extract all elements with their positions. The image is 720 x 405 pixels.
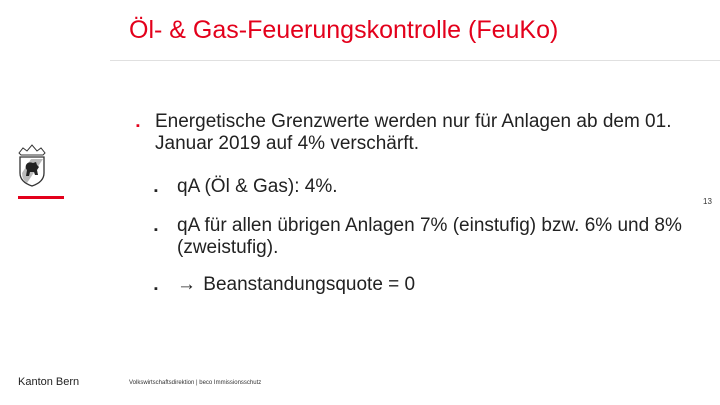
bullet-text: Beanstandungsquote = 0 [203, 274, 416, 295]
bullet-text: qA (Öl & Gas): 4%. [177, 176, 338, 197]
bullet-text: Energetische Grenzwerte werden nur für Anlagen ab dem 01. Januar 2019 auf 4% verschärft. [155, 111, 672, 154]
bullet-item [137, 111, 707, 155]
arrow-right-icon: → [177, 274, 196, 295]
bullet-marker: ▪ [136, 120, 140, 132]
sub-bullet-item [154, 215, 697, 259]
logo-accent-bar [18, 196, 64, 199]
bullet-marker: ▪ [154, 283, 158, 295]
title-divider [110, 60, 720, 61]
footer-department: Volkswirtschaftsdirektion | beco Immissionsschutz [129, 380, 262, 386]
bern-coat-of-arms-icon [17, 139, 47, 192]
bullet-marker: ▪ [154, 185, 158, 197]
sub-bullet-item [154, 274, 416, 296]
bullet-marker: ▪ [154, 224, 158, 236]
page-number: 13 [703, 197, 712, 206]
footer-organization: Kanton Bern [18, 376, 80, 388]
sub-bullet-item [154, 176, 338, 198]
slide-title: Öl- & Gas-Feuerungskontrolle (FeuKo) [129, 16, 559, 44]
bullet-text: qA für allen übrigen Anlagen 7% (einstufig) bzw. 6% und 8% (zweistufig). [177, 215, 682, 258]
